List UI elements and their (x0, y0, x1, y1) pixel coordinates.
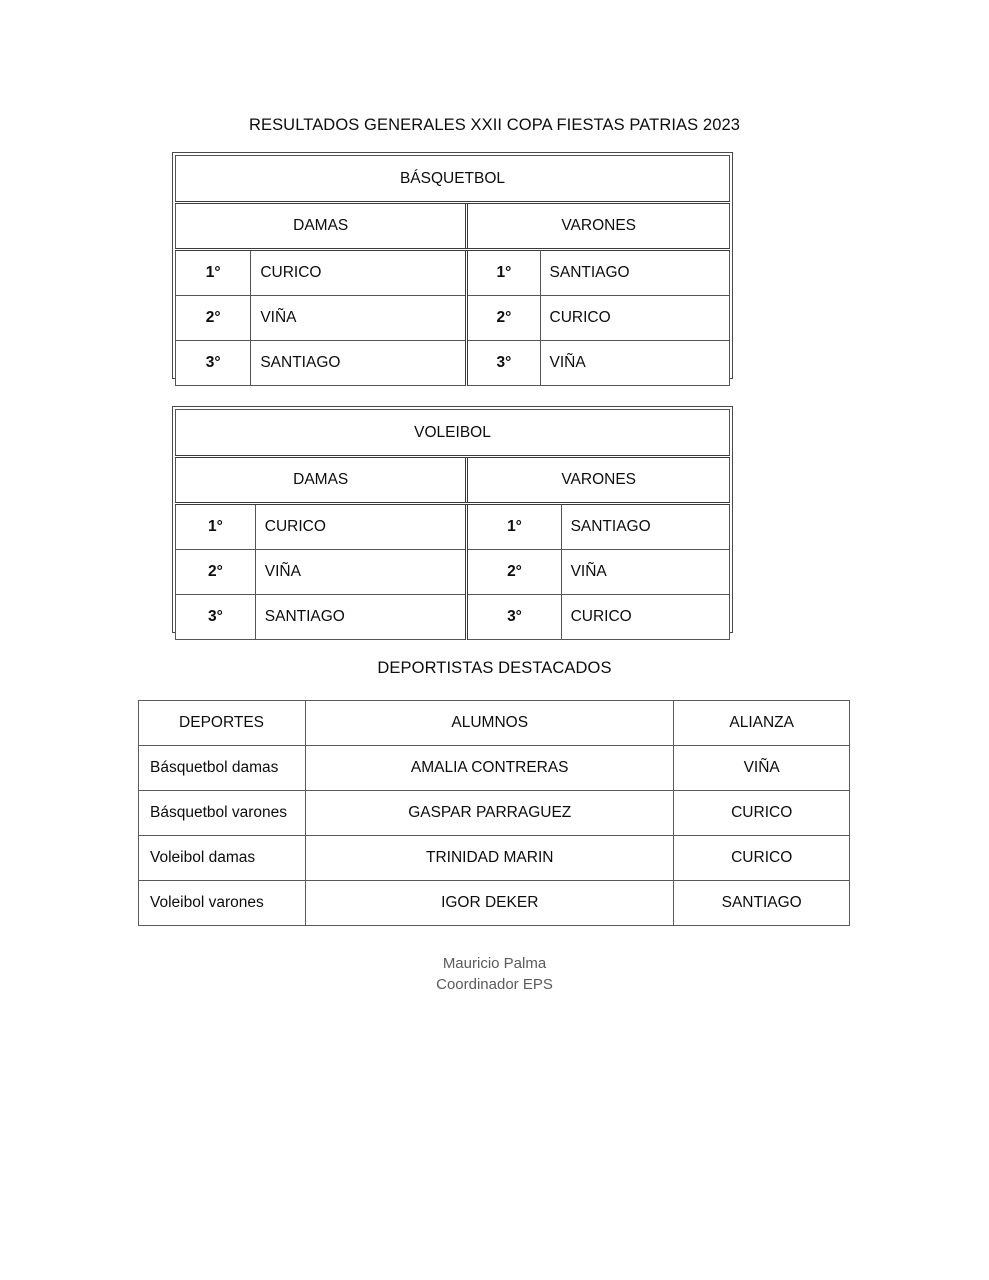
position-varones-2: 2° (467, 550, 561, 595)
position-varones-3: 3° (467, 341, 540, 386)
signature-name: Mauricio Palma (442, 955, 547, 972)
alumno-voleibol-damas: TRINIDAD MARIN (306, 836, 674, 881)
team-varones-3: CURICO (561, 595, 729, 640)
gender-header-varones: VARONES (467, 203, 730, 250)
position-damas-1: 1° (176, 250, 251, 296)
column-header-alumnos: ALUMNOS (306, 701, 674, 746)
deportistas-destacados-table (138, 700, 850, 926)
alumno-voleibol-varones: IGOR DEKER (306, 881, 674, 926)
sport-name-basquetbol: BÁSQUETBOL (176, 156, 730, 203)
position-varones-2: 2° (467, 296, 540, 341)
basquetbol-results-table (172, 152, 733, 379)
position-damas-3: 3° (176, 341, 251, 386)
voleibol-inner-table (175, 409, 730, 640)
position-damas-2: 2° (176, 296, 251, 341)
team-damas-3: SANTIAGO (255, 595, 467, 640)
table-header-row (139, 701, 850, 746)
gender-header-varones: VARONES (467, 457, 730, 504)
team-damas-2: VIÑA (251, 296, 467, 341)
sport-name-voleibol: VOLEIBOL (176, 410, 730, 457)
table-row (176, 595, 730, 640)
team-varones-1: SANTIAGO (561, 504, 729, 550)
table-row (176, 296, 730, 341)
team-varones-2: VIÑA (561, 550, 729, 595)
alianza-voleibol-varones: SANTIAGO (674, 881, 850, 926)
table-row-gender-headers (176, 203, 730, 250)
deporte-basquetbol-varones: Básquetbol varones (139, 791, 306, 836)
position-varones-1: 1° (467, 504, 561, 550)
deporte-basquetbol-damas: Básquetbol damas (139, 746, 306, 791)
gender-header-damas: DAMAS (176, 203, 467, 250)
alianza-basquetbol-damas: VIÑA (674, 746, 850, 791)
signature-block (0, 953, 989, 995)
column-header-deportes: DEPORTES (139, 701, 306, 746)
table-row-sport-title (176, 410, 730, 457)
table-row-sport-title (176, 156, 730, 203)
team-damas-3: SANTIAGO (251, 341, 467, 386)
table-row (139, 746, 850, 791)
table-row (176, 341, 730, 386)
position-varones-1: 1° (467, 250, 540, 296)
table-row (176, 504, 730, 550)
table-row (176, 550, 730, 595)
gender-header-damas: DAMAS (176, 457, 467, 504)
section-title-deportistas-destacados: DEPORTISTAS DESTACADOS (377, 659, 612, 677)
alumno-basquetbol-damas: AMALIA CONTRERAS (306, 746, 674, 791)
alumno-basquetbol-varones: GASPAR PARRAGUEZ (306, 791, 674, 836)
table-row-gender-headers (176, 457, 730, 504)
alianza-voleibol-damas: CURICO (674, 836, 850, 881)
basquetbol-inner-table (175, 155, 730, 386)
position-damas-3: 3° (176, 595, 256, 640)
team-varones-2: CURICO (540, 296, 729, 341)
team-damas-1: CURICO (255, 504, 467, 550)
deporte-voleibol-damas: Voleibol damas (139, 836, 306, 881)
column-header-alianza: ALIANZA (674, 701, 850, 746)
alianza-basquetbol-varones: CURICO (674, 791, 850, 836)
table-row (176, 250, 730, 296)
position-damas-2: 2° (176, 550, 256, 595)
team-varones-3: VIÑA (540, 341, 729, 386)
signature-role: Coordinador EPS (436, 976, 553, 993)
table-row (139, 836, 850, 881)
voleibol-results-table (172, 406, 733, 633)
team-varones-1: SANTIAGO (540, 250, 729, 296)
position-damas-1: 1° (176, 504, 256, 550)
position-varones-3: 3° (467, 595, 561, 640)
team-damas-1: CURICO (251, 250, 467, 296)
table-row (139, 791, 850, 836)
table-row (139, 881, 850, 926)
deporte-voleibol-varones: Voleibol varones (139, 881, 306, 926)
team-damas-2: VIÑA (255, 550, 467, 595)
page-title: RESULTADOS GENERALES XXII COPA FIESTAS PATRIAS 2023 (248, 116, 741, 134)
